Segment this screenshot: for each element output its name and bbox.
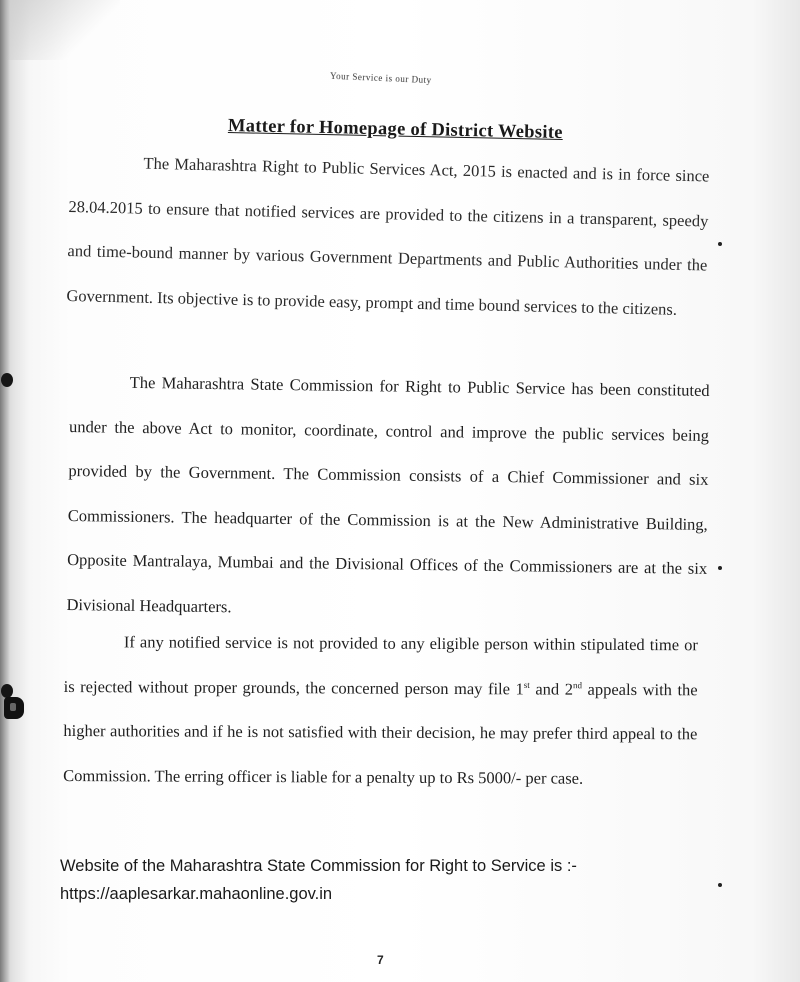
- paragraph-act-intro: [66, 140, 710, 332]
- website-label: Website of the Maharashtra State Commission for Right to Service is :-: [60, 857, 577, 875]
- paragraph-text: and 2: [529, 678, 574, 699]
- paragraph-text: The Maharashtra State Commission for Right to Public Service has been constituted under the above Act to monitor, coordinate, control and improve the public services being provided by the Government. The Commission consists of a Chief Commissioner and six Commissioners. The headquarter of the Commission is at the New Administrative Building, Opposite Mantralaya, Mumbai and the Divisional Offices of the Commissioners are at the six Divisional Headquarters.: [66, 372, 710, 616]
- website-url: https://aaplesarkar.mahaonline.gov.in: [60, 885, 333, 903]
- paragraph-text: If any notified service is not provided to any eligible person within stipulated time or is rejected without proper grounds, the concerned person may file 1: [63, 632, 698, 698]
- paragraph-appeals: [63, 620, 698, 801]
- paragraph-text: The Maharashtra Right to Public Services Act, 2015 is enacted and is in force since 28.04.2015 to ensure that notified services are provided to the citizens in a transparent, speedy and time-bound manner by various Government Departments and Public Authorities under the Government. Its objective is to provide easy, prompt and time bound services to the citizens.: [66, 153, 710, 319]
- paragraph-indent: [70, 387, 130, 388]
- paragraph-commission: [66, 360, 710, 636]
- superscript-nd: nd: [573, 679, 583, 690]
- paragraph-text: appeals with the higher authorities and if he is not satisfied with their decision, he may prefer third appeal to the Commission. The erring officer is liable for a penalty up to Rs 5000/- per case.: [63, 679, 698, 788]
- superscript-st: st: [523, 679, 530, 690]
- website-block: [60, 852, 577, 908]
- page-title: Matter for Homepage of District Website: [227, 116, 564, 144]
- page-number: 7: [377, 953, 384, 967]
- paragraph-indent: [69, 167, 143, 169]
- header-note: Your Service is our Duty: [329, 70, 432, 86]
